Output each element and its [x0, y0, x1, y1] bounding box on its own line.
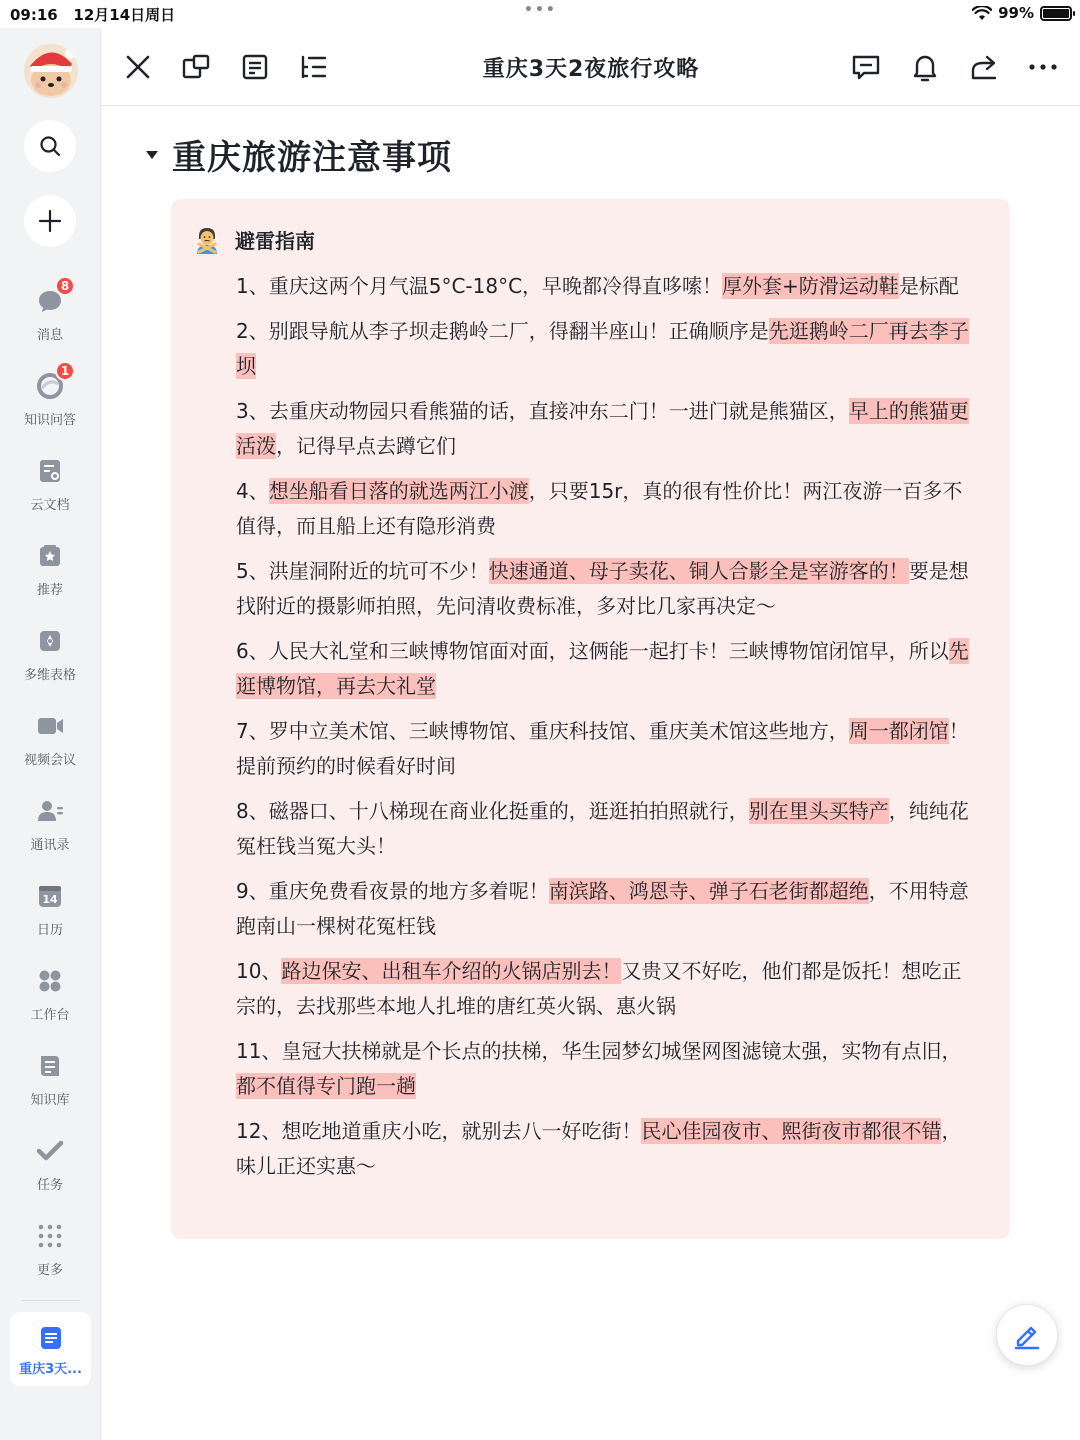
- share-icon: [969, 53, 999, 81]
- sidebar-item-label: 云文档: [30, 498, 70, 513]
- wifi-icon: [972, 6, 992, 21]
- list-item: [236, 634, 981, 704]
- highlighted-text: 民心佳园夜市、熙街夜市都很不错: [641, 1119, 942, 1143]
- sidebar-item-video-meeting[interactable]: [0, 711, 100, 781]
- item-text: ，记得早点去蹲它们: [276, 434, 456, 458]
- item-text: 是标配: [898, 274, 959, 298]
- wiki-icon: [35, 1051, 65, 1081]
- share-button[interactable]: [967, 50, 1001, 84]
- sidebar-item-base[interactable]: [0, 626, 100, 696]
- list-item: [236, 269, 981, 304]
- ai-qa-badge: 1: [55, 361, 75, 381]
- callout-title-text: 避雷指南: [235, 229, 315, 253]
- item-text: ，只要15r，真的很有性价比！两江夜游一百多不值得，而且船上还有隐形消费: [236, 479, 963, 538]
- section-heading: [146, 130, 452, 179]
- list-item: [236, 954, 981, 1024]
- message-icon: [35, 279, 70, 316]
- item-text: 1、重庆这两个月气温5°C-18°C，早晚都冷得直哆嗦！: [236, 274, 723, 298]
- list-item: [236, 794, 981, 864]
- sidebar-item-active-doc[interactable]: [10, 1312, 91, 1386]
- doc-toolbar: [101, 28, 1080, 106]
- close-icon: [125, 54, 151, 80]
- sidebar-item-label: 知识问答: [23, 413, 76, 428]
- more-apps-icon: [35, 1221, 65, 1251]
- more-button[interactable]: [1026, 50, 1060, 84]
- task-icon: [35, 1136, 65, 1166]
- calendar-icon: [35, 881, 65, 911]
- item-text: 9、重庆免费看夜景的地方多着呢！: [236, 879, 549, 903]
- sidebar-item-label: 通讯录: [30, 838, 70, 853]
- item-text: 7、罗中立美术馆、三峡博物馆、重庆科技馆、重庆美术馆这些地方，: [236, 719, 849, 743]
- item-text: 8、磁器口、十八梯现在商业化挺重的，逛逛拍拍照就行，: [236, 799, 749, 823]
- notifications-button[interactable]: [908, 50, 942, 84]
- recommend-icon: [35, 541, 65, 571]
- item-text: ，味儿正还实惠～: [236, 1119, 962, 1178]
- item-text: 12、想吃地道重庆小吃，就别去八一好吃街！: [236, 1119, 642, 1143]
- sidebar-item-contacts[interactable]: [0, 796, 100, 866]
- item-text: 6、人民大礼堂和三峡博物馆面对面，这俩能一起打卡！三峡博物馆闭馆早，所以: [236, 639, 949, 663]
- active-doc-label: 重庆3天...: [19, 1362, 82, 1377]
- sidebar-item-tasks[interactable]: [0, 1136, 100, 1206]
- sidebar-item-recommend[interactable]: [0, 541, 100, 611]
- base-table-icon: [35, 626, 65, 656]
- sidebar-item-label: 知识库: [30, 1093, 70, 1108]
- avatar[interactable]: [24, 44, 78, 98]
- comments-button[interactable]: [849, 50, 883, 84]
- sidebar-item-label: 任务: [36, 1178, 63, 1193]
- sidebar-item-label: 多维表格: [23, 668, 76, 683]
- sidebar-item-more[interactable]: [0, 1221, 100, 1291]
- item-text: ！提前预约的时候看好时间: [236, 719, 969, 778]
- list-item: [236, 1114, 981, 1184]
- sidebar-item-label: 消息: [36, 328, 63, 343]
- new-window-icon: [181, 53, 211, 81]
- sidebar-item-label: 工作台: [30, 1008, 70, 1023]
- person-gesturing-no-icon: [193, 226, 221, 254]
- item-text: 又贵又不好吃，他们都是饭托！想吃正宗的，去找那些本地人扎堆的唐红英火锅、惠火锅: [236, 959, 962, 1018]
- status-right: [972, 4, 1072, 22]
- tips-list: [236, 269, 981, 1194]
- status-bar: [0, 0, 1080, 28]
- sidebar-item-messages[interactable]: [0, 279, 100, 356]
- highlighted-text: 快速通道、母子卖花、铜人合影全是宰游客的！: [488, 559, 909, 583]
- item-text: 2、别跟导航从李子坝走鹅岭二厂，得翻半座山！正确顺序是: [236, 319, 769, 343]
- sidebar-item-wiki[interactable]: [0, 1051, 100, 1121]
- highlighted-text: 别在里头买特产: [748, 799, 889, 823]
- pencil-icon: [1012, 1320, 1042, 1350]
- sidebar-item-ai-qa[interactable]: [0, 364, 100, 441]
- highlighted-text: 早上的熊猫更活泼: [236, 399, 969, 458]
- highlighted-text: 先逛鹅岭二厂再去李子坝: [236, 319, 969, 378]
- contacts-icon: [35, 796, 65, 826]
- highlighted-text: 路边保安、出租车介绍的火锅店别去！: [281, 959, 622, 983]
- callout-title: [193, 225, 315, 254]
- edit-button[interactable]: [996, 1304, 1058, 1366]
- more-horizontal-icon: [1028, 63, 1058, 71]
- status-time-date: 09:16 12月14日周日: [10, 6, 176, 24]
- outline-button[interactable]: [297, 50, 331, 84]
- list-item: [236, 554, 981, 624]
- collapse-toggle-icon[interactable]: [146, 151, 158, 159]
- new-window-button[interactable]: [179, 50, 213, 84]
- list-item: [236, 394, 981, 464]
- close-button[interactable]: [121, 50, 155, 84]
- comment-icon: [851, 53, 881, 81]
- sidebar-item-label: 日历: [36, 923, 63, 938]
- sidebar-item-workplace[interactable]: [0, 966, 100, 1036]
- highlighted-text: 先逛博物馆，再去大礼堂: [236, 639, 969, 698]
- list-item: [236, 314, 981, 384]
- sidebar-item-calendar[interactable]: [0, 881, 100, 951]
- cloud-doc-icon: [35, 456, 65, 486]
- video-meeting-icon: [35, 711, 65, 741]
- sidebar-item-cloud-docs[interactable]: [0, 456, 100, 526]
- list-item: [236, 1034, 981, 1104]
- item-text: 4、: [236, 479, 269, 503]
- doc-info-icon: [241, 53, 269, 81]
- highlighted-text: 都不值得专门跑一趟: [236, 1074, 416, 1098]
- item-text: 要是想找附近的摄影师拍照，先问清收费标准，多对比几家再决定～: [236, 559, 969, 618]
- plus-icon: [38, 209, 62, 233]
- list-item: [236, 474, 981, 544]
- item-text: 10、: [236, 959, 282, 983]
- create-button[interactable]: [24, 195, 76, 247]
- sidebar-item-label: 推荐: [36, 583, 63, 598]
- document-icon: [39, 1326, 63, 1350]
- sidebar: [0, 28, 101, 1440]
- ai-qa-icon: [35, 364, 70, 401]
- highlighted-text: 厚外套+防滑运动鞋: [722, 274, 899, 298]
- search-button[interactable]: [24, 120, 76, 172]
- sidebar-item-label: 更多: [36, 1263, 63, 1278]
- outline-icon: [299, 53, 329, 81]
- battery-percent: 99%: [998, 4, 1034, 22]
- highlighted-text: 想坐船看日落的就选两江小渡: [268, 479, 529, 503]
- multitask-dots-icon[interactable]: •••: [524, 2, 557, 18]
- search-icon: [38, 134, 62, 158]
- messages-badge: 8: [55, 276, 75, 296]
- workplace-icon: [35, 966, 65, 996]
- bell-icon: [911, 52, 939, 82]
- sidebar-divider: [22, 1300, 80, 1301]
- highlighted-text: 南滨路、鸿恩寺、弹子石老街都超绝: [548, 879, 869, 903]
- item-text: ，纯纯花冤枉钱当冤大头！: [236, 799, 969, 858]
- item-text: 11、皇冠大扶梯就是个长点的扶梯，华生园梦幻城堡网图滤镜太强，实物有点旧，: [236, 1039, 962, 1063]
- highlighted-text: 周一都闭馆: [848, 719, 949, 743]
- battery-icon: [1040, 6, 1072, 21]
- list-item: [236, 874, 981, 944]
- doc-info-button[interactable]: [238, 50, 272, 84]
- doc-title: 重庆3天2夜旅行攻略: [482, 57, 700, 82]
- item-text: 5、洪崖洞附近的坑可不少！: [236, 559, 489, 583]
- item-text: 3、去重庆动物园只看熊猫的话，直接冲东二门！一进门就是熊猫区，: [236, 399, 849, 423]
- heading-text: 重庆旅游注意事项: [172, 138, 452, 178]
- list-item: [236, 714, 981, 784]
- calendar-day: 14: [42, 893, 58, 906]
- callout-block: [171, 199, 1010, 1239]
- sidebar-item-label: 视频会议: [23, 753, 76, 768]
- item-text: ，不用特意跑南山一棵树花冤枉钱: [236, 879, 969, 938]
